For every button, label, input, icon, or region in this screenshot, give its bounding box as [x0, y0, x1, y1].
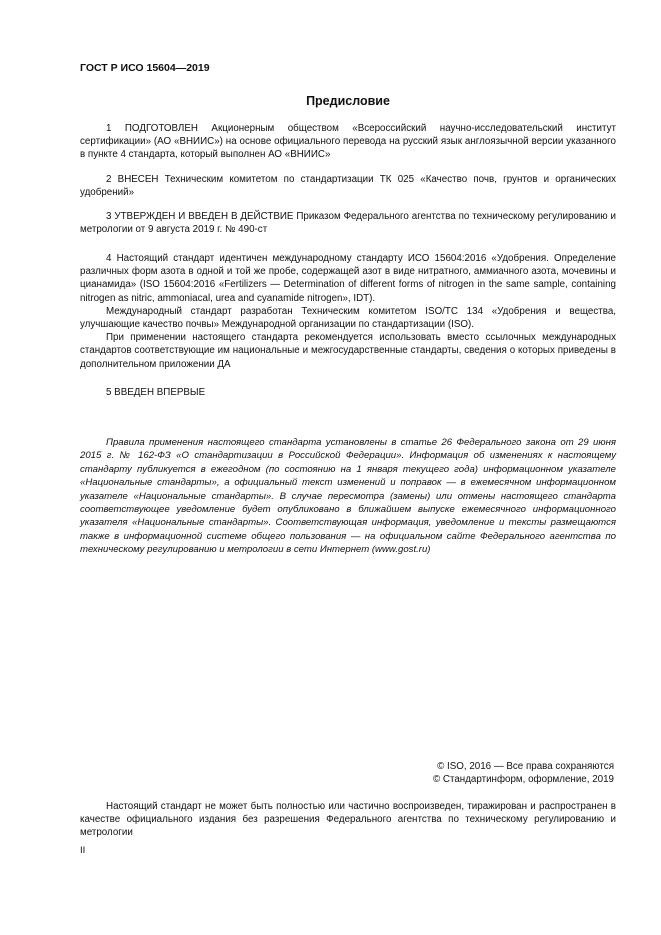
foreword-item-5 — [80, 386, 616, 399]
item-5-text: 5 ВВЕДЕН ВПЕРВЫЕ — [106, 387, 206, 398]
reproduction-note-text: Настоящий стандарт не может быть полностью или частично воспроизведен, тиражирован и распространен в качестве официального издания без разрешения Федерального агентства по техническому регулированию и метрологии — [80, 801, 616, 839]
rules-note — [80, 436, 616, 557]
item-4-paragraph-1: 4 Настоящий стандарт идентичен международному стандарту ИСО 15604:2016 «Удобрения. Определение различных форм азота в одной и той же пробе, содержащей азот в виде нитратного, аммиачного азота, мочевины и цианамида» (ISO 15604:2016 «Fertilizers — Determination of different forms of nitrogen in the same sample, containing nitrogen as nitric, ammoniacal, urea and cyanamide nitrogen», IDT). — [80, 253, 616, 304]
item-4-paragraph-3: При применении настоящего стандарта рекомендуется использовать вместо ссылочных международных стандартов соответствующие им национальные и межгосударственные стандарты, сведения о которых приведены в дополнительном приложении ДА — [80, 332, 616, 370]
reproduction-note — [80, 800, 616, 840]
item-3-text: 3 УТВЕРЖДЕН И ВВЕДЕН В ДЕЙСТВИЕ Приказом Федерального агентства по техническому регулированию и метрологии от 9 августа 2019 г. № 490-ст — [80, 211, 616, 236]
foreword-item-1 — [80, 122, 616, 162]
item-2-text: 2 ВНЕСЕН Техническим комитетом по стандартизации ТК 025 «Качество почв, грунтов и органических удобрений» — [80, 174, 616, 199]
copyright-standartinform: © Стандартинформ, оформление, 2019 — [432, 774, 614, 786]
item-1-text: 1 ПОДГОТОВЛЕН Акционерным обществом «Всероссийский научно-исследовательский институт сертификации» (АО «ВНИИС») на основе официального перевода на русский язык англоязычной версии указанного в пункте 4 стандарта, который выполнен АО «ВНИИС» — [80, 123, 616, 161]
copyright-iso: © ISO, 2016 — Все права сохраняются — [437, 761, 614, 772]
page-title: Предисловие — [306, 94, 390, 108]
item-4-paragraph-2: Международный стандарт разработан Техническим комитетом ISO/TC 134 «Удобрения и вещества, улучшающие качество почвы» Международной организации по стандартизации (ISO). — [80, 305, 616, 331]
copyright-block — [80, 760, 614, 786]
foreword-item-2 — [80, 173, 616, 199]
rules-note-text: Правила применения настоящего стандарта установлены в статье 26 Федерального закона от 29 июня 2015 г. № 162-ФЗ «О стандартизации в Российской Федерации». Информация об изменениях к настоящему стандарту публикуется в ежегодном (по состоянию на 1 января текущего года) информационном указателе «Национальные стандарты», а официальный текст изменений и поправок — в ежемесячном информационном указателе «Национальные стандарты». В случае пересмотра (замены) или отмены настоящего стандарта соответствующее уведомление будет опубликовано в ближайшем выпуске ежемесячного информационного указателя «Национальные стандарты». Соответствующая информация, уведомление и тексты размещаются также в информационной системе общего пользования — на официальном сайте Федерального агентства по техническому регулированию и метрологии в сети Интернет (www.gost.ru) — [80, 437, 616, 556]
page-number: II — [80, 845, 86, 856]
foreword-item-4 — [80, 252, 616, 371]
foreword-item-3 — [80, 210, 616, 236]
standard-header: ГОСТ Р ИСО 15604—2019 — [80, 62, 210, 74]
